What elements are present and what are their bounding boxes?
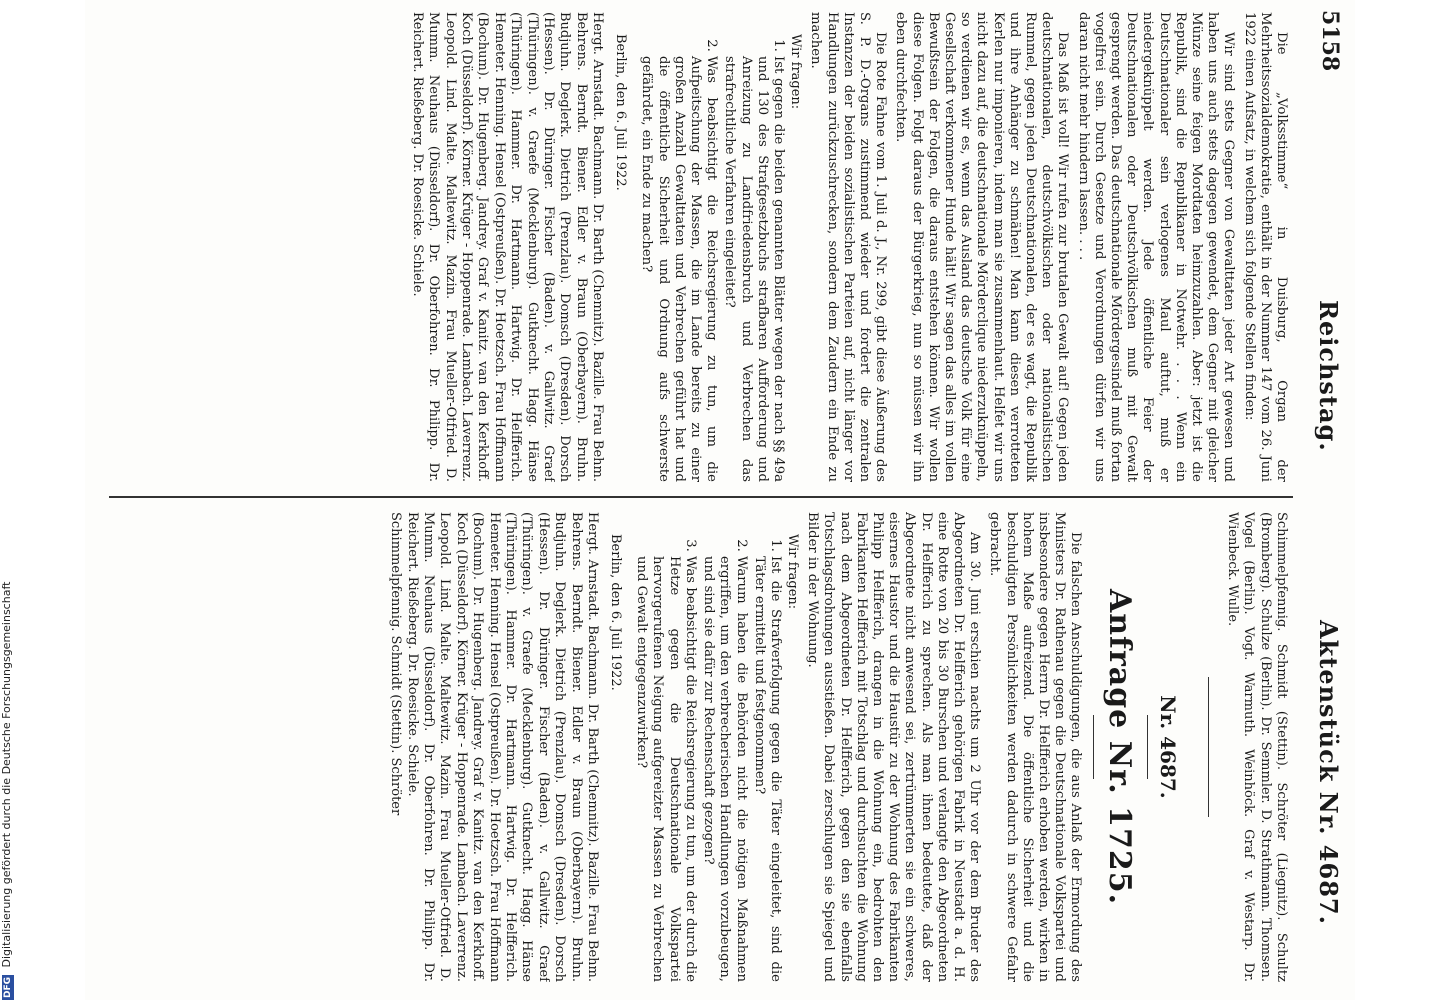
signatories-tail: Schimmelpfennig. Schmidt (Stettin). Schröter <box>388 512 404 816</box>
separator-rule <box>1093 715 1094 779</box>
date-line: Berlin, den 6. Juli 1922. <box>613 34 629 191</box>
column-divider <box>109 496 1293 498</box>
question-item: 1. Ist die Strafverfolgung gegen die Täter eingeleitet, sind die Täter ermittelt und festgenommen? <box>751 556 783 982</box>
question-list <box>633 512 783 982</box>
paragraph: Die „Volksstimme“ in Duisburg, Organ der Mehrheitssozialdemokratie, enthält in der Nummer 147 vom 26. Juni 1922 einen Aufsatz, in welchem sich folgende Stellen finden: <box>1241 12 1289 482</box>
question-intro: Wir fragen: <box>784 534 800 610</box>
quoted-paragraph: Das Maß ist voll! Wir rufen zur brutalen Gewalt auf! Gegen jeden deutschnationalen, deutschvölkischen oder nationalistischen Rummel, gegen jeden Deutschnationalen, der es wagt, die Republik und ihre Anhänger zu schmähen! Man kann diesen verrotteten Kerlen nur imponieren, indem man sie zusammenhaut. Helfet wir uns nicht dazu auf, die deutschnationale Mörderclique niederzuknüppeln, so verdienen wir es, wenn das Ausland das deutsche Volk für eine Gesellschaft verkommener Hunde hält! Wir sagen das alles im vollen Bewußtsein der Folgen, die daraus entstehen können. Wir wollen diese Folgen. Folgt daraus der Bürgerkrieg, nun so müssen wir ihn eben durchfechten. <box>893 12 1071 482</box>
quoted-paragraph: Wir sind stets Gegner von Gewalttaten jeder Art gewesen und haben uns auch stets dagegen gewendet, dem Gegner mit gleicher Münze seine feigen Mordtaten heimzuzahlen. Aber: jetzt ist die Republik, sind die Republikaner in Notwehr. . . . Wenn ein Deutschnationaler sein verlogenes Maul auftut, muß er niedergeknüppelt werden. Jede öffentliche Feier der Deutschnationalen oder Deutschvölkischen muß mit Gewalt gesprengt werden. Das deutschnationale Mördergesindel muß fortan vogelfrei sein. Durch Gesetze und Verordnungen dürfen wir uns daran nicht mehr hindern lassen. . . . <box>1075 12 1237 482</box>
page-number: 5158 <box>1317 10 1343 72</box>
date-line: Berlin, den 6. Juli 1922. <box>608 534 624 691</box>
signatories-top: Schimmelpfennig. Schmidt (Stettin). Schröter (Liegnitz). Schultz (Bromberg). Schulze (Berlin). Dr. Semmler. D. Strathmann. Thomsen. Vogel (Berlin). Vogt. Warmuth. Weinhöck. Graf v. Westarp. Dr. Wienbeck. Wulle. <box>1224 512 1289 982</box>
page-header <box>1301 0 1355 1000</box>
question-intro: Wir fragen: <box>788 34 804 110</box>
digitization-footer <box>0 0 16 1000</box>
question-item: 3. Was beabsichtigt die Reichsregierung zu tun, um der durch die Hetze gegen die Deutschnationale Volkspartei hervorgerufenen Neigung aufgereizter Massen zu Verbrechen und Gewalt entgegenzuwirken? <box>633 556 698 982</box>
document-page <box>85 0 1355 1000</box>
separator-rule <box>1208 677 1209 817</box>
paragraph: Am 30. Juni erschien nachts um 2 Uhr vor der dem Bruder des Abgeordneten Dr. Helfferich gehörigen Fabrik in Neustadt a. d. H. eine Rotte von 20 bis 30 Burschen und verlangte den Abgeordneten Dr. Helfferich zu sprechen. Als man ihnen bedeutete, daß der Abgeordnete nicht anwesend sei, zertrümmerten sie ein schweres, eisernes Haustor und die Haustür zu der Wohnung des Fabrikanten Philipp Helfferich, drangen in die Wohnung ein, bedrohten den Fabrikanten Helfferich mit Totschlag und durchsuchten die Wohnung nach dem Abgeordneten Dr. Helfferich, gegen den sie ebenfalls Totschlagsdrohungen ausstießen. Dabei zerschlugen sie Spiegel und Bilder in der Wohnung. <box>805 512 983 982</box>
question-item: 1. Ist gegen die beiden genannten Blätter wegen der nach §§ 49a und 130 des Strafgesetzbuchs strafbaren Aufforderung und Anreizung zu Landfriedensbruch und Verbrechen das strafrechtliche Verfahren eingeleitet? <box>721 56 786 482</box>
dfg-logo-icon: DFG <box>3 976 13 998</box>
document-number: Nr. 4687. <box>1156 695 1181 799</box>
header-title-right: Aktenstück Nr. 4687. <box>1314 620 1343 925</box>
right-column <box>107 512 1289 982</box>
separator-rule <box>1147 715 1148 779</box>
footer-text: Digitalisierung gefördert durch die Deutsche Forschungsgemeinschaft <box>0 581 13 968</box>
paragraph: Die Rote Fahne vom 1. Juli d. J., Nr. 299, gibt diese Äußerung des S. P. D.-Organs zustimmend wieder und fordert die zentralen Instanzen der beiden sozialistischen Parteien auf, nicht länger vor Handlungen zurückzuschrecken, sondern dem Zaudern ein Ende zu machen. <box>808 12 889 482</box>
signatories-block: Hergt. Arnstadt. Bachmann. Dr. Barth (Chemnitz). Bazille. Frau Behm. Behrens. Berndt. Biener. Edler v. Braun (Oberbayern). Bruhn. Budjuhn. Deglerk. Dietrich (Prenzlau). Domsch (Dresden). Dorsch (Hessen). Dr. Düringer. Fischer (Baden). v. Gallwitz. Graef (Thüringen). v. Graefe (Mecklenburg). Gutknecht. Hagg. Hänse (Thüringen). Hammer. Dr. Hartmann. Hartwig. Dr. Helfferich. Hemeter. Henning. Hensel (Ostpreußen). Dr. Hoetzsch. Frau Hoffmann (Bochum). Dr. Hugenberg. Jandrey. Graf v. Kanitz. van den Kerkhoff. Koch (Düsseldorf). Körner. Krüger - Hoppenrade. Lambach. Laverrenz. Leopold. Lind. Malte. Maltewitz. Mazin. Frau Mueller-Otfried. D. Mumm. Neuhaus (Düsseldorf). Dr. Oberfohren. Dr. Philipp. Dr. Reichert. Rießeberg. Dr. Roesicke. Schiele. <box>404 512 601 982</box>
document-title: Anfrage Nr. 1725. <box>1102 588 1138 906</box>
header-title-left: Reichstag. <box>1314 300 1343 452</box>
question-list <box>638 12 786 482</box>
question-item: 2. Warum haben die Behörden nicht die nötigen Maßnahmen ergriffen, um den verbrecherischen Handlungen vorzubeugen, und sind sie dafür zur Rechenschaft gezogen? <box>700 556 749 982</box>
question-item: 2. Was beabsichtigt die Reichsregierung zu tun, um die Aufpeitschung der Massen, die im Lande bereits zu einer großen Anzahl Gewalttaten und Verbrechen geführt hat und die öffentliche Sicherheit und Ordnung aufs schwerste gefährdet, ein Ende zu machen? <box>638 56 719 482</box>
paragraph: Die falschen Anschuldigungen, die aus Anlaß der Ermordung des Ministers Dr. Rathenau gegen die Deutschnationale Volkspartei und insbesondere gegen Herrn Dr. Helfferich erhoben werden, wirken in hohem Maße aufreizend. Die öffentliche Sicherheit und die beschuldigten Persönlichkeiten werden dadurch in schwere Gefahr gebracht. <box>987 512 1084 982</box>
left-column <box>107 12 1289 482</box>
signatories-block: Hergt. Arnstadt. Bachmann. Dr. Barth (Chemnitz). Bazille. Frau Behm. Behrens. Berndt. Biener. Edler v. Braun (Oberbayern). Bruhn. Budjuhn. Deglerk. Dietrich (Prenzlau). Domsch (Dresden). Dorsch (Hessen). Dr. Düringer. Fischer (Baden). v. Gallwitz. Graef (Thüringen). v. Graefe (Mecklenburg). Gutknecht. Hagg. Hänse (Thüringen). Hammer. Dr. Hartmann. Hartwig. Dr. Helfferich. Hemeter. Henning. Hensel (Ostpreußen). Dr. Hoetzsch. Frau Hoffmann (Bochum). Dr. Hugenberg. Jandrey. Graf v. Kanitz. van den Kerkhoff. Koch (Düsseldorf). Körner. Krüger - Hoppenrade. Lambach. Laverrenz. Leopold. Lind. Malte. Maltewitz. Mazin. Frau Mueller-Otfried. D. Mumm. Neuhaus (Düsseldorf). Dr. Oberfohren. Dr. Philipp. Dr. Reichert. Rießeberg. Dr. Roesicke. Schiele. <box>409 12 606 482</box>
